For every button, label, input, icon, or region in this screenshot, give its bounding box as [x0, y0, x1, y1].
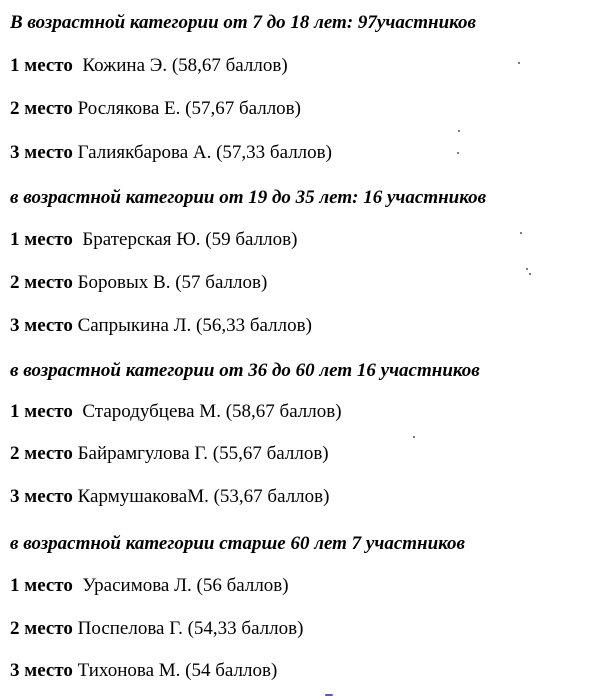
place-label: 2 место [10, 98, 73, 119]
result-row [10, 55, 288, 77]
result-row [10, 401, 342, 423]
scan-speck [518, 62, 520, 64]
section-heading-36-60: в возрастной категории от 36 до 60 лет 16 участников [10, 360, 480, 381]
result-row [10, 660, 277, 682]
result-row [10, 315, 312, 337]
scan-speck [458, 130, 460, 132]
place-label: 1 место [10, 575, 73, 596]
place-label: 3 место [10, 486, 73, 507]
result-text: Урасимова Л. (56 баллов) [82, 575, 289, 596]
result-text: КармушаковаМ. (53,67 баллов) [77, 486, 330, 507]
place-label: 3 место [10, 660, 73, 681]
result-text: Поспелова Г. (54,33 баллов) [77, 618, 304, 639]
section-heading-7-18: В возрастной категории от 7 до 18 лет: 97участников [10, 12, 477, 33]
result-row [10, 618, 303, 640]
result-row [10, 229, 297, 251]
section-heading-19-35: в возрастной категории от 19 до 35 лет: 16 участников [10, 187, 487, 208]
result-text: Тихонова М. (54 баллов) [77, 660, 278, 681]
place-label: 2 место [10, 272, 73, 293]
place-label: 1 место [10, 229, 73, 250]
result-row [10, 272, 267, 294]
result-text: Рослякова Е. (57,67 баллов) [77, 98, 301, 119]
result-row [10, 575, 289, 597]
place-label: 2 место [10, 618, 73, 639]
result-text: Братерская Ю. (59 баллов) [82, 229, 298, 250]
scan-speck [529, 273, 531, 275]
place-label: 2 место [10, 443, 73, 464]
place-label: 1 место [10, 401, 73, 422]
result-text: Галиякбарова А. (57,33 баллов) [77, 142, 332, 163]
place-label: 3 место [10, 142, 73, 163]
pen-mark [325, 694, 333, 696]
result-text: Сапрыкина Л. (56,33 баллов) [77, 315, 312, 336]
result-text: Стародубцева М. (58,67 баллов) [82, 401, 342, 422]
result-row [10, 98, 301, 120]
place-label: 1 место [10, 55, 73, 76]
result-row [10, 443, 329, 465]
result-text: Байрамгулова Г. (55,67 баллов) [77, 443, 329, 464]
result-row [10, 486, 329, 508]
result-text: Боровых В. (57 баллов) [77, 272, 268, 293]
scan-speck [520, 232, 522, 234]
place-label: 3 место [10, 315, 73, 336]
scan-speck [413, 436, 415, 438]
scan-speck [526, 268, 528, 270]
result-row [10, 142, 332, 164]
section-heading-60-plus: в возрастной категории старше 60 лет 7 участников [10, 533, 466, 554]
scan-speck [457, 152, 459, 154]
result-text: Кожина Э. (58,67 баллов) [82, 55, 288, 76]
